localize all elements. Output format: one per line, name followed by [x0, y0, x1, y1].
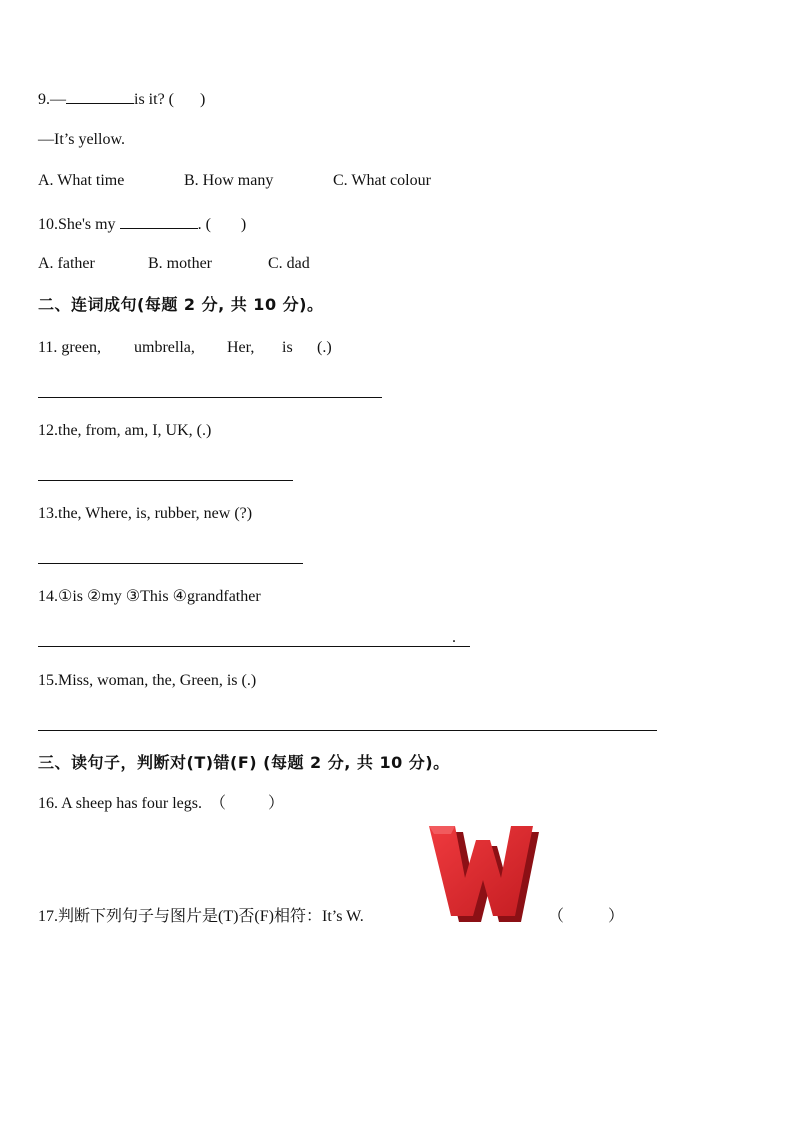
section-2-heading: 二、连词成句(每题 2 分, 共 10 分)。	[38, 295, 324, 314]
q10-prefix: 10.She's my	[38, 216, 116, 233]
q17-answer-parens	[548, 907, 624, 927]
section-3-heading: 三、读句子，判断对(T)错(F) (每题 2 分, 共 10 分)。	[38, 753, 450, 772]
q10-option-b[interactable]: B. mother	[148, 255, 212, 272]
q11-answer-line[interactable]	[38, 397, 382, 398]
question-9	[38, 88, 205, 110]
q14-answer-line[interactable]	[38, 646, 470, 647]
q13-answer-line[interactable]	[38, 563, 303, 564]
q9-option-a[interactable]: A. What time	[38, 172, 125, 189]
q15-answer-line[interactable]	[38, 730, 657, 731]
q9-option-b[interactable]: B. How many	[184, 172, 274, 189]
question-15: 15.Miss, woman, the, Green, is (.)	[38, 672, 257, 689]
q10-option-a[interactable]: A. father	[38, 255, 95, 272]
q11-word-4: is	[282, 339, 293, 356]
question-14: 14.①is ②my ③This ④grandfather	[38, 588, 261, 605]
q9-option-c[interactable]: C. What colour	[333, 172, 431, 189]
q9-answer-blank[interactable]	[66, 88, 134, 104]
q17-paren-close: ）	[608, 908, 625, 925]
q10-suffix: . (	[197, 216, 211, 233]
q9-prefix: 9.—	[38, 91, 66, 108]
q10-options	[38, 254, 310, 274]
q9-suffix: is it? (	[134, 91, 174, 108]
q11-word-2: umbrella,	[134, 339, 195, 356]
q10-option-c[interactable]: C. dad	[268, 255, 310, 272]
letter-w-image	[425, 822, 541, 926]
q9-options	[38, 171, 431, 191]
q11-word-1: 11. green,	[38, 339, 101, 356]
question-16	[38, 794, 284, 814]
q16-paren-open: （	[209, 795, 226, 812]
question-17: 17.判断下列句子与图片是(T)否(F)相符：It’s W.	[38, 908, 364, 925]
question-10	[38, 213, 246, 235]
q10-paren-close: )	[240, 216, 247, 233]
question-11	[38, 338, 332, 358]
q11-word-3: Her,	[227, 339, 255, 356]
q12-answer-line[interactable]	[38, 480, 293, 481]
q14-end-period: .	[452, 629, 456, 646]
q16-sentence: 16. A sheep has four legs.	[38, 795, 202, 812]
q10-answer-blank[interactable]	[120, 213, 198, 229]
q11-word-5: (.)	[317, 339, 332, 356]
question-13: 13.the, Where, is, rubber, new (?)	[38, 505, 253, 522]
q9-paren-close: )	[200, 91, 206, 108]
q16-paren-close: ）	[268, 795, 285, 812]
question-12: 12.the, from, am, I, UK, (.)	[38, 422, 212, 439]
q17-paren-open: （	[548, 908, 565, 925]
q9-dialogue-answer: —It’s yellow.	[38, 131, 125, 148]
